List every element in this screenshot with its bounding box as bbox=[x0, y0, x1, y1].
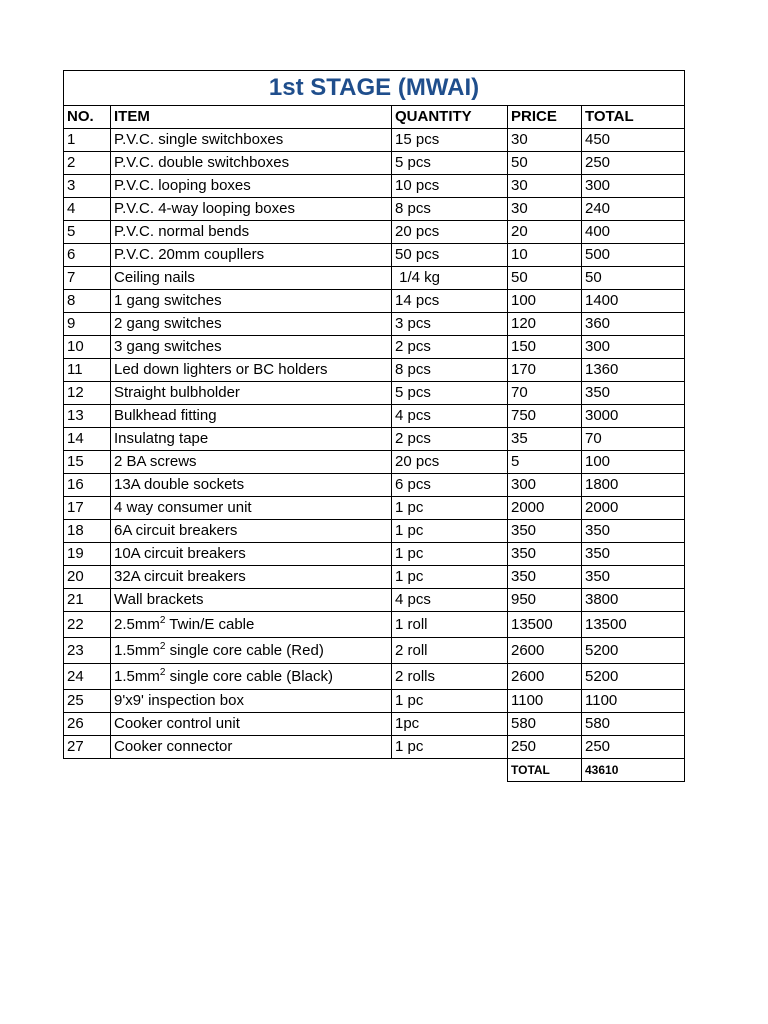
row-price: 50 bbox=[508, 267, 582, 290]
superscript: 2 bbox=[159, 615, 166, 626]
row-no: 16 bbox=[64, 474, 111, 497]
table-row bbox=[64, 359, 685, 382]
row-price: 100 bbox=[508, 290, 582, 313]
row-no: 3 bbox=[64, 175, 111, 198]
table-row bbox=[64, 690, 685, 713]
item-text-suffix: Twin/E cable bbox=[165, 616, 255, 633]
row-no: 23 bbox=[64, 638, 111, 664]
row-total: 100 bbox=[582, 451, 685, 474]
row-price: 350 bbox=[508, 520, 582, 543]
row-total: 450 bbox=[582, 129, 685, 152]
row-quantity: 8 pcs bbox=[392, 359, 508, 382]
row-no: 21 bbox=[64, 589, 111, 612]
row-price: 170 bbox=[508, 359, 582, 382]
row-item: 2 BA screws bbox=[111, 451, 392, 474]
row-no: 20 bbox=[64, 566, 111, 589]
row-quantity: 20 pcs bbox=[392, 451, 508, 474]
table-row bbox=[64, 474, 685, 497]
row-total: 13500 bbox=[582, 612, 685, 638]
row-quantity: 5 pcs bbox=[392, 382, 508, 405]
item-text-suffix: single core cable (Red) bbox=[165, 642, 324, 659]
row-total: 300 bbox=[582, 175, 685, 198]
row-quantity: 5 pcs bbox=[392, 152, 508, 175]
table-row bbox=[64, 152, 685, 175]
row-item: 3 gang switches bbox=[111, 336, 392, 359]
row-no: 18 bbox=[64, 520, 111, 543]
row-price: 13500 bbox=[508, 612, 582, 638]
row-item: Straight bulbholder bbox=[111, 382, 392, 405]
row-item: Insulatng tape bbox=[111, 428, 392, 451]
row-item: 6A circuit breakers bbox=[111, 520, 392, 543]
table-row bbox=[64, 244, 685, 267]
table-row bbox=[64, 612, 685, 638]
row-quantity: 8 pcs bbox=[392, 198, 508, 221]
row-item: 9'x9' inspection box bbox=[111, 690, 392, 713]
row-quantity: 1 pc bbox=[392, 497, 508, 520]
table-row bbox=[64, 382, 685, 405]
table-body bbox=[64, 129, 685, 759]
row-total: 3800 bbox=[582, 589, 685, 612]
row-no: 9 bbox=[64, 313, 111, 336]
row-no: 2 bbox=[64, 152, 111, 175]
row-total: 250 bbox=[582, 152, 685, 175]
table-row bbox=[64, 290, 685, 313]
superscript: 2 bbox=[159, 667, 166, 678]
row-no: 1 bbox=[64, 129, 111, 152]
row-item: Bulkhead fitting bbox=[111, 405, 392, 428]
table-row bbox=[64, 566, 685, 589]
row-total: 50 bbox=[582, 267, 685, 290]
row-quantity: 10 pcs bbox=[392, 175, 508, 198]
row-no: 4 bbox=[64, 198, 111, 221]
header-quantity: QUANTITY bbox=[392, 106, 508, 129]
row-quantity: 14 pcs bbox=[392, 290, 508, 313]
row-no: 19 bbox=[64, 543, 111, 566]
row-no: 5 bbox=[64, 221, 111, 244]
row-no: 22 bbox=[64, 612, 111, 638]
row-quantity: 1 pc bbox=[392, 566, 508, 589]
table-row bbox=[64, 428, 685, 451]
row-price: 580 bbox=[508, 713, 582, 736]
row-total: 1100 bbox=[582, 690, 685, 713]
row-quantity: 1 roll bbox=[392, 612, 508, 638]
table-title: 1st STAGE (MWAI) bbox=[64, 71, 685, 106]
item-text: 1.5mm bbox=[114, 668, 160, 685]
superscript: 2 bbox=[159, 641, 166, 652]
row-no: 25 bbox=[64, 690, 111, 713]
row-price: 120 bbox=[508, 313, 582, 336]
row-price: 2600 bbox=[508, 638, 582, 664]
row-quantity: 4 pcs bbox=[392, 589, 508, 612]
grand-total-value: 43610 bbox=[582, 759, 685, 782]
row-price: 350 bbox=[508, 566, 582, 589]
row-total: 2000 bbox=[582, 497, 685, 520]
row-item: P.V.C. normal bends bbox=[111, 221, 392, 244]
row-quantity: 1pc bbox=[392, 713, 508, 736]
table-row bbox=[64, 405, 685, 428]
row-total: 350 bbox=[582, 520, 685, 543]
row-item: P.V.C. looping boxes bbox=[111, 175, 392, 198]
row-item: Led down lighters or BC holders bbox=[111, 359, 392, 382]
row-quantity: 2 pcs bbox=[392, 428, 508, 451]
grand-total-row bbox=[64, 759, 685, 782]
header-no: NO. bbox=[64, 106, 111, 129]
row-price: 250 bbox=[508, 736, 582, 759]
row-no: 13 bbox=[64, 405, 111, 428]
row-no: 11 bbox=[64, 359, 111, 382]
row-item: 10A circuit breakers bbox=[111, 543, 392, 566]
row-total: 350 bbox=[582, 566, 685, 589]
table-row bbox=[64, 129, 685, 152]
row-no: 27 bbox=[64, 736, 111, 759]
row-price: 350 bbox=[508, 543, 582, 566]
row-item: Wall brackets bbox=[111, 589, 392, 612]
row-quantity: 1 pc bbox=[392, 736, 508, 759]
row-no: 8 bbox=[64, 290, 111, 313]
header-price: PRICE bbox=[508, 106, 582, 129]
row-no: 14 bbox=[64, 428, 111, 451]
row-price: 2000 bbox=[508, 497, 582, 520]
table-row bbox=[64, 638, 685, 664]
row-quantity: 1/4 kg bbox=[392, 267, 508, 290]
row-price: 5 bbox=[508, 451, 582, 474]
row-quantity: 2 roll bbox=[392, 638, 508, 664]
row-total: 360 bbox=[582, 313, 685, 336]
table-row bbox=[64, 175, 685, 198]
row-price: 1100 bbox=[508, 690, 582, 713]
row-item: 13A double sockets bbox=[111, 474, 392, 497]
row-item: Ceiling nails bbox=[111, 267, 392, 290]
row-total: 1800 bbox=[582, 474, 685, 497]
row-item: 32A circuit breakers bbox=[111, 566, 392, 589]
row-quantity: 3 pcs bbox=[392, 313, 508, 336]
table-row bbox=[64, 664, 685, 690]
row-price: 150 bbox=[508, 336, 582, 359]
row-price: 10 bbox=[508, 244, 582, 267]
row-total: 1400 bbox=[582, 290, 685, 313]
row-total: 350 bbox=[582, 543, 685, 566]
row-item: 1 gang switches bbox=[111, 290, 392, 313]
row-item bbox=[111, 664, 392, 690]
table-row bbox=[64, 520, 685, 543]
row-total: 580 bbox=[582, 713, 685, 736]
row-no: 12 bbox=[64, 382, 111, 405]
row-item bbox=[111, 638, 392, 664]
row-quantity: 1 pc bbox=[392, 543, 508, 566]
table-row bbox=[64, 497, 685, 520]
table-row bbox=[64, 198, 685, 221]
row-quantity: 15 pcs bbox=[392, 129, 508, 152]
row-item: Cooker control unit bbox=[111, 713, 392, 736]
row-total: 3000 bbox=[582, 405, 685, 428]
row-total: 5200 bbox=[582, 664, 685, 690]
header-row bbox=[64, 106, 685, 129]
row-total: 1360 bbox=[582, 359, 685, 382]
row-price: 2600 bbox=[508, 664, 582, 690]
row-total: 500 bbox=[582, 244, 685, 267]
row-item: P.V.C. 4-way looping boxes bbox=[111, 198, 392, 221]
row-price: 300 bbox=[508, 474, 582, 497]
table-row bbox=[64, 451, 685, 474]
table-row bbox=[64, 589, 685, 612]
item-text: 2.5mm bbox=[114, 616, 160, 633]
row-total: 350 bbox=[582, 382, 685, 405]
table-row bbox=[64, 267, 685, 290]
row-price: 950 bbox=[508, 589, 582, 612]
row-quantity: 2 rolls bbox=[392, 664, 508, 690]
table-row bbox=[64, 736, 685, 759]
row-total: 70 bbox=[582, 428, 685, 451]
row-price: 30 bbox=[508, 198, 582, 221]
row-quantity: 6 pcs bbox=[392, 474, 508, 497]
row-no: 6 bbox=[64, 244, 111, 267]
header-item: ITEM bbox=[111, 106, 392, 129]
row-item: 4 way consumer unit bbox=[111, 497, 392, 520]
row-quantity: 1 pc bbox=[392, 690, 508, 713]
row-no: 15 bbox=[64, 451, 111, 474]
table-row bbox=[64, 313, 685, 336]
row-price: 30 bbox=[508, 175, 582, 198]
row-total: 250 bbox=[582, 736, 685, 759]
row-no: 7 bbox=[64, 267, 111, 290]
header-total: TOTAL bbox=[582, 106, 685, 129]
row-total: 240 bbox=[582, 198, 685, 221]
item-text: 1.5mm bbox=[114, 642, 160, 659]
grand-total-label: TOTAL bbox=[508, 759, 582, 782]
row-no: 26 bbox=[64, 713, 111, 736]
row-quantity: 1 pc bbox=[392, 520, 508, 543]
row-quantity: 50 pcs bbox=[392, 244, 508, 267]
row-quantity: 20 pcs bbox=[392, 221, 508, 244]
row-price: 30 bbox=[508, 129, 582, 152]
row-no: 24 bbox=[64, 664, 111, 690]
row-no: 17 bbox=[64, 497, 111, 520]
row-total: 5200 bbox=[582, 638, 685, 664]
spreadsheet bbox=[63, 70, 684, 782]
row-price: 750 bbox=[508, 405, 582, 428]
table-row bbox=[64, 336, 685, 359]
materials-table bbox=[63, 70, 685, 782]
item-text-suffix: single core cable (Black) bbox=[165, 668, 333, 685]
row-price: 50 bbox=[508, 152, 582, 175]
row-item bbox=[111, 612, 392, 638]
row-total: 400 bbox=[582, 221, 685, 244]
table-row bbox=[64, 543, 685, 566]
table-row bbox=[64, 713, 685, 736]
row-item: P.V.C. 20mm coupllers bbox=[111, 244, 392, 267]
row-no: 10 bbox=[64, 336, 111, 359]
row-item: Cooker connector bbox=[111, 736, 392, 759]
row-item: P.V.C. double switchboxes bbox=[111, 152, 392, 175]
row-quantity: 2 pcs bbox=[392, 336, 508, 359]
row-price: 35 bbox=[508, 428, 582, 451]
row-price: 70 bbox=[508, 382, 582, 405]
row-total: 300 bbox=[582, 336, 685, 359]
row-item: 2 gang switches bbox=[111, 313, 392, 336]
row-item: P.V.C. single switchboxes bbox=[111, 129, 392, 152]
row-price: 20 bbox=[508, 221, 582, 244]
table-row bbox=[64, 221, 685, 244]
row-quantity: 4 pcs bbox=[392, 405, 508, 428]
